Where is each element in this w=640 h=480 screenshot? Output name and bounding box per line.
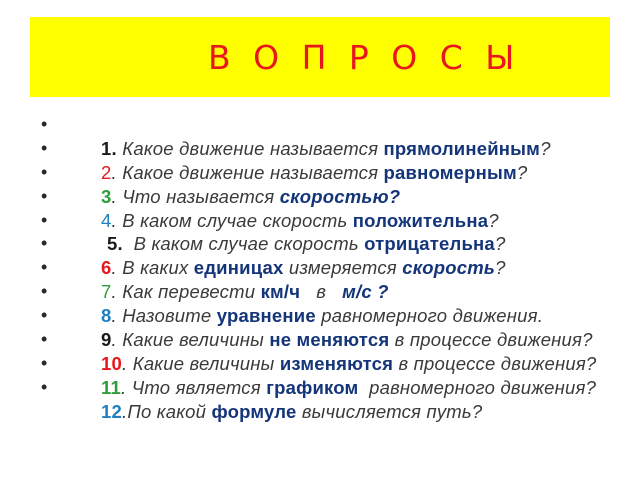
question-separator: . <box>111 185 117 207</box>
bullet-icon: • <box>41 114 48 134</box>
bullet-icon: • <box>41 137 48 158</box>
question-item-9 <box>41 304 631 351</box>
question-number: 7 <box>101 281 112 303</box>
question-item-8 <box>41 280 631 327</box>
question-keyword: отрицательна <box>364 233 495 255</box>
bullet-icon: • <box>41 209 48 230</box>
question-number: 12 <box>101 400 123 422</box>
question-list <box>41 113 631 422</box>
question-text-mid: в <box>300 281 343 303</box>
question-number: 1. <box>101 137 117 159</box>
question-separator: . <box>111 305 117 327</box>
question-text-end: ? <box>494 233 506 255</box>
question-keyword: положительна <box>352 209 489 231</box>
question-number: 8 <box>101 305 112 327</box>
question-text-end: ? <box>495 257 506 279</box>
question-text-end: вычисляется путь? <box>296 400 483 422</box>
question-item-1 <box>41 113 631 159</box>
bullet-icon: • <box>41 161 48 182</box>
question-keyword-2: скорость <box>402 257 496 279</box>
question-keyword: формуле <box>211 400 297 422</box>
bullet-icon: • <box>41 233 48 254</box>
bullet-icon: • <box>41 185 48 206</box>
question-separator: . <box>111 209 117 231</box>
bullet-icon: • <box>41 376 48 397</box>
question-separator: . <box>122 400 128 422</box>
question-text-end: равномерного движения? <box>358 376 597 398</box>
bullet-icon: • <box>41 329 48 350</box>
question-number: 3 <box>101 185 112 207</box>
question-keyword: равномерным <box>383 161 517 183</box>
question-text: В каком случае скорость <box>116 209 353 231</box>
question-text: Какие величины <box>127 352 280 374</box>
question-text-end: ? <box>488 209 499 231</box>
question-text: Назовите <box>116 305 217 327</box>
question-item-6 <box>41 232 631 279</box>
question-text: В каких <box>116 257 194 279</box>
question-keyword: изменяются <box>279 352 394 374</box>
question-item-7 <box>41 256 631 303</box>
question-keyword: единицах <box>193 257 284 279</box>
question-keyword: прямолинейным <box>383 137 541 159</box>
question-text-end: в процессе движения? <box>389 329 593 351</box>
bullet-icon: • <box>41 305 48 326</box>
question-item-12 <box>41 376 631 422</box>
question-text-end: в процессе движения? <box>393 352 597 374</box>
question-separator: . <box>121 376 127 398</box>
question-item-5 <box>41 209 631 255</box>
page-title: В О П Р О С Ы <box>208 38 521 77</box>
question-text: По какой <box>127 400 212 422</box>
question-keyword: уравнение <box>216 305 316 327</box>
bullet-icon: • <box>41 257 48 278</box>
question-item-3 <box>41 161 631 207</box>
question-text: Какие величины <box>116 329 270 351</box>
question-keyword-2: м/с ? <box>342 281 389 303</box>
question-item-10 <box>41 328 631 374</box>
question-separator: . <box>111 281 117 303</box>
question-item-4 <box>41 185 631 231</box>
question-keyword: км/ч <box>260 281 301 303</box>
question-number: 6 <box>101 257 112 279</box>
question-number: 10 <box>101 352 123 374</box>
question-separator: . <box>111 257 117 279</box>
question-text-end: равномерного движения. <box>315 305 544 327</box>
question-text: Что называется <box>116 185 280 207</box>
question-text: Какое движение называется <box>116 161 384 183</box>
question-text: Что является <box>126 376 267 398</box>
question-text: Как перевести <box>116 281 261 303</box>
bullet-icon: • <box>41 281 48 302</box>
question-text: В каком случае скорость <box>122 233 365 255</box>
question-separator: . <box>111 329 117 351</box>
question-number: 11 <box>101 376 122 398</box>
question-keyword: скоростью? <box>279 185 401 207</box>
question-text-mid: измеряется <box>283 257 403 279</box>
question-item-11 <box>41 352 631 398</box>
question-separator: . <box>111 161 117 183</box>
bullet-icon: • <box>41 352 48 373</box>
question-number: 9 <box>101 329 112 351</box>
question-text-end: ? <box>516 161 528 183</box>
question-separator: . <box>122 352 128 374</box>
question-number: 4 <box>101 209 112 231</box>
question-item-2 <box>41 137 631 183</box>
question-text-end: ? <box>540 137 551 159</box>
question-keyword: графиком <box>266 376 359 398</box>
question-keyword: не меняются <box>269 329 390 351</box>
question-number: 5. <box>107 233 123 255</box>
question-number: 2 <box>101 161 112 183</box>
question-text: Какое движение называется <box>116 137 384 159</box>
